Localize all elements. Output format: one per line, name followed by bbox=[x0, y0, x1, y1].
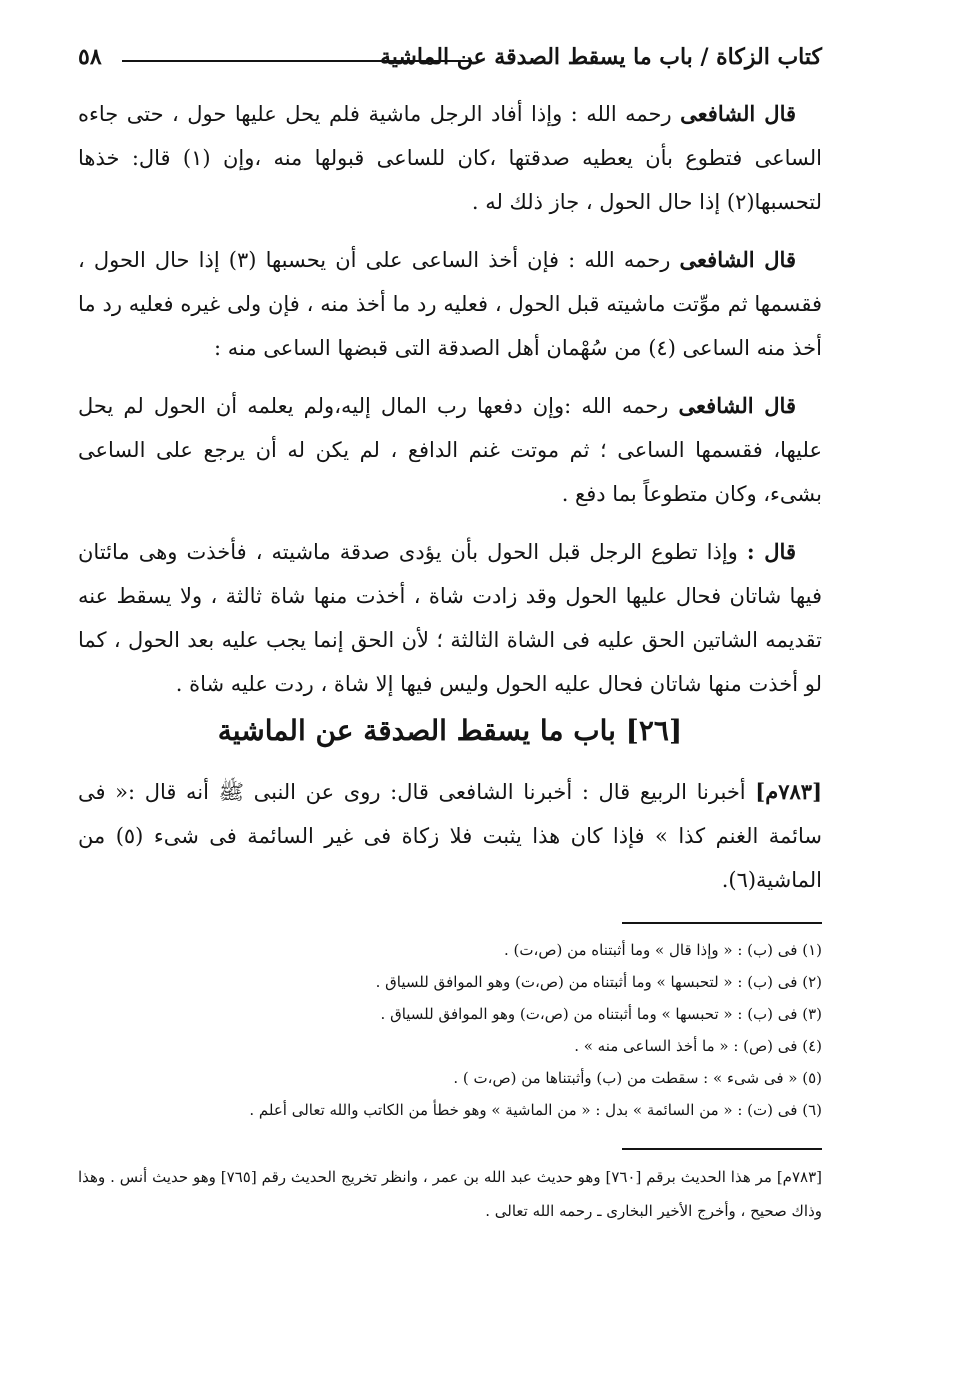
paragraph-text: وإذا تطوع الرجل قبل الحول بأن يؤدى صدقة ماشيته ، فأخذت وهى مائتان فيها شاتان فحال عليها الحول وقد زادت شاة ، أخذت منها شاة ثالثة ، ولا يسقط عنه تقديمه الشاتين الحق عليه فى الشاة الثالثة ؛ لأن الحق إنما يجب عليه بعد الحول ، كما لو أخذت منها شاتان فحال عليه الحول وليس فيها إلا شاة ، ردت عليه شاة . bbox=[78, 540, 822, 696]
hadith-block bbox=[78, 770, 822, 902]
hadith-number: [٧٨٣م] bbox=[755, 779, 822, 804]
footnote-item: (٢) فى (ب) : « لتحبسها » وما أثبتناه من (ص،ت) وهو الموافق للسياق . bbox=[375, 973, 822, 991]
paragraph bbox=[78, 92, 822, 224]
page-header bbox=[78, 40, 822, 80]
chapter-title: [٢٦] باب ما يسقط الصدقة عن الماشية bbox=[217, 714, 683, 747]
paragraph-lead: قال الشافعى bbox=[678, 393, 796, 418]
takhrij-note bbox=[78, 1160, 822, 1228]
paragraph-lead: قال الشافعى bbox=[680, 101, 797, 126]
footnote-item: (٥) « فى شىء » : سقطت من (ب) وأثبتناها من (ص،ت ) . bbox=[453, 1069, 822, 1087]
hadith-paragraph bbox=[78, 770, 822, 902]
takhrij-separator bbox=[622, 1148, 822, 1150]
paragraph bbox=[78, 238, 822, 370]
paragraph bbox=[78, 530, 822, 706]
paragraph-text: رحمه الله :وإن دفعها رب المال إليه،ولم يعلمه أن الحول لم يحل عليها، فقسمها الساعى ؛ ثم موتت غنم الدافع ، لم يكن له أن يرجع على الساعى بشىء، وكان متطوعاً بما دفع . bbox=[78, 394, 822, 506]
running-title: كتاب الزكاة / باب ما يسقط الصدقة عن الماشية bbox=[379, 44, 822, 70]
hadith-text: أخبرنا الربيع قال : أخبرنا الشافعى قال: روى عن النبى ﷺ أنه قال :« فى سائمة الغنم كذا » فإذا كان هذا يثبت فلا زكاة فى غير السائمة فى شىء (٥) من الماشية(٦). bbox=[78, 780, 822, 892]
paragraph-text: رحمه الله : وإذا أفاد الرجل ماشية فلم يحل عليها حول ، حتى جاءه الساعى فتطوع بأن يعطيه صدقتها ،كان للساعى قبولها منه ،وإن (١) قال: خذها لتحسبها(٢) إذا حال الحول ، جاز ذلك له . bbox=[78, 102, 822, 214]
paragraph-lead: قال الشافعى bbox=[679, 247, 796, 272]
footnote-item: (٤) فى (ص) : « ما أخذ الساعى منه » . bbox=[574, 1037, 822, 1055]
body-text bbox=[78, 92, 822, 720]
footnote-item: (١) فى (ب) : « وإذا قال » وما أثبتناه من (ص،ت) . bbox=[503, 941, 822, 959]
paragraph-text: رحمه الله : فإن أخذ الساعى على أن يحسبها (٣) إذا حال الحول ، فقسمها ثم موِّتت ماشيته قبل الحول ، فعليه رد ما أخذ منه ، فإن ولى غيره فعليه رد ما أخذ منه الساعى (٤) من سُهْمان أهل الصدقة التى قبضها الساعى منه : bbox=[78, 248, 822, 360]
footnote-item: (٣) فى (ب) : « تحبسها » وما أثبتناه من (ص،ت) وهو الموافق للسياق . bbox=[380, 1005, 822, 1023]
paragraph-lead: قال : bbox=[746, 539, 796, 564]
footnotes bbox=[78, 934, 822, 1126]
page-number: ٥٨ bbox=[78, 44, 102, 70]
paragraph bbox=[78, 384, 822, 516]
takhrij-text: [٧٨٣م] مر هذا الحديث برقم [٧٦٠] وهو حديث عبد الله بن عمر ، وانظر تخريج الحديث رقم [٧٦٥] وهو حديث أنس . وهذا وذاك صحيح ، وأخرج الأخير البخارى ـ رحمه الله تعالى . bbox=[78, 1168, 822, 1220]
footnote-item: (٦) فى (ت) : « من السائمة » بدل : « من الماشية » وهو خطأ من الكاتب والله تعالى أعلم . bbox=[249, 1101, 822, 1119]
header-rule bbox=[122, 60, 472, 62]
footnote-separator bbox=[622, 922, 822, 924]
